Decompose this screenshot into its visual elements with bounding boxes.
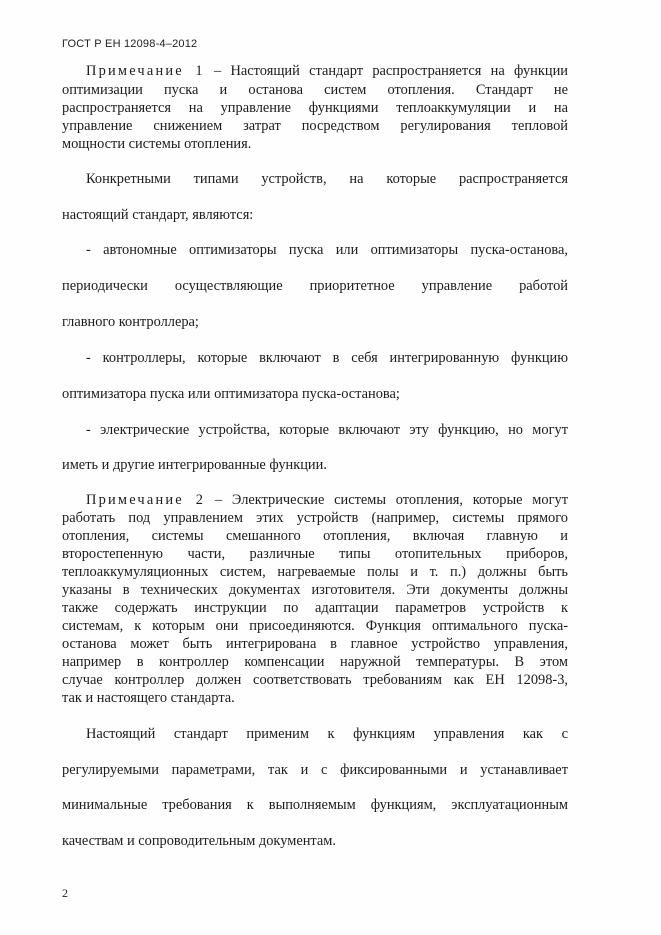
note-2-line-4: второстепенную части, различные типы отопительных приборов, [62,546,568,562]
note-2-text: – Электрические системы отопления, которые могут [205,492,568,508]
note-2-line-2: работать под управлением этих устройств (например, системы прямого [62,510,568,526]
note-2-line-8: системам, к которым они присоединяются. Функция оптимального пуска- [62,618,568,634]
list-item-3-line-1: - электрические устройства, которые включают эту функцию, но могут [86,422,568,438]
note-2-line-7: также содержать инструкции по адаптации параметров устройств к [62,600,568,616]
note-2-line-10: например в контроллер компенсации наружной температуры. В этом [62,654,568,670]
note-1-text: – Настоящий стандарт распространяется на функции [204,63,568,79]
note-2-line-9: останова может быть интегрирована в главное устройство управления, [62,636,568,652]
intro-line-2: настоящий стандарт, являются: [62,207,254,223]
list-item-1-line-3: главного контроллера; [62,314,199,330]
note-2-line-6: указаны в технических документах изготовителя. Эти документы должны [62,582,568,598]
note-2-label: Примечание 2 [86,492,206,508]
list-item-2-line-2: оптимизатора пуска или оптимизатора пуска-останова; [62,386,400,402]
note-2-line-5: теплоаккумуляционных систем, нагреваемые полы и т. п.) должны быть [62,564,568,580]
note-2-line-12: так и настоящего стандарта. [62,690,235,706]
list-item-3-line-2: иметь и другие интегрированные функции. [62,457,327,473]
scope-line-2: регулируемыми параметрами, так и с фиксированными и устанавливает [62,762,568,778]
note-2-line-1 [62,492,568,509]
note-1-label: Примечание 1 [86,63,205,79]
scope-line-4: качествам и сопроводительным документам. [62,833,336,849]
note-1-line-3: распространяется на управление функциями теплоаккумуляции и на [62,100,568,116]
note-2-line-3: отопления, системы смешанного отопления, включая главную и [62,528,568,544]
document-header: ГОСТ Р ЕН 12098-4–2012 [62,38,198,50]
scope-line-3: минимальные требования к выполняемым функциям, эксплуатационным [62,797,568,813]
note-1-line-1 [62,63,568,80]
note-1-line-5: мощности системы отопления. [62,136,252,152]
page-number: 2 [62,886,68,900]
list-item-1-line-2: периодически осуществляющие приоритетное управление работой [62,278,568,294]
intro-line-1: Конкретными типами устройств, на которые распространяется [86,171,568,187]
note-2-line-11: случае контроллер должен соответствовать требованиям как ЕН 12098-3, [62,672,568,688]
note-1-line-2: оптимизации пуска и останова систем отопления. Стандарт не [62,82,568,98]
scope-line-1: Настоящий стандарт применим к функциям управления как с [86,726,568,742]
list-item-2-line-1: - контроллеры, которые включают в себя интегрированную функцию [86,350,568,366]
list-item-1-line-1: - автономные оптимизаторы пуска или оптимизаторы пуска-останова, [86,242,568,258]
note-1-line-4: управление снижением затрат посредством регулирования тепловой [62,118,568,134]
